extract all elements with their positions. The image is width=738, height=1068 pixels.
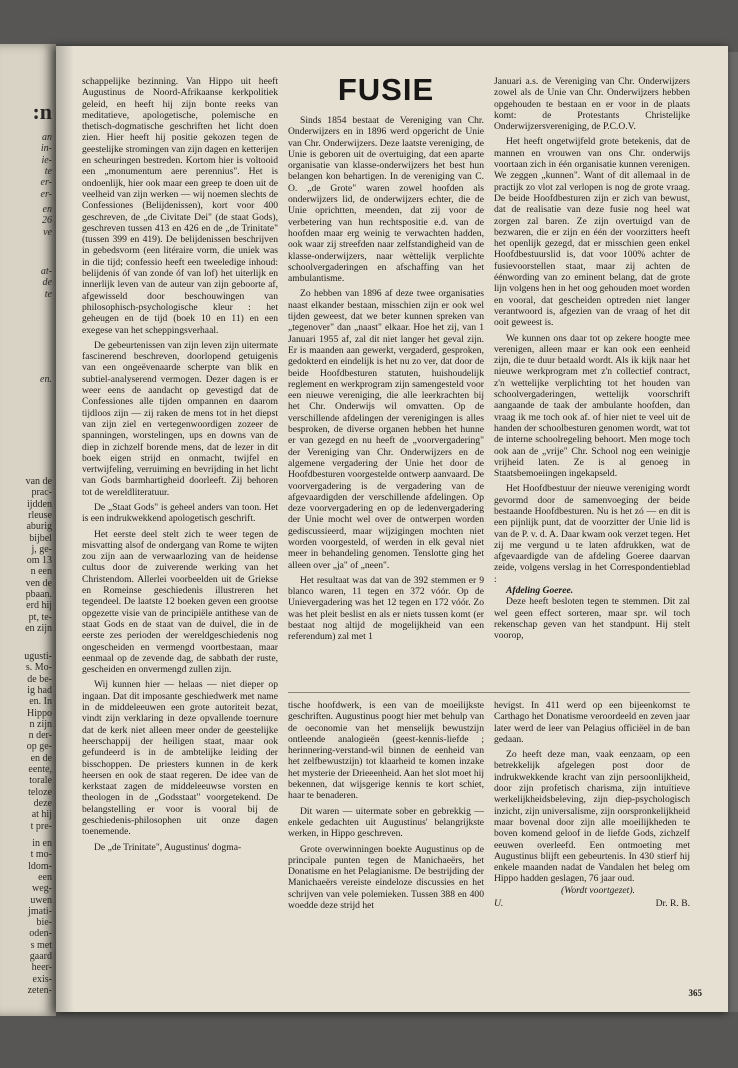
- column-middle-augustinus: [288, 700, 484, 1000]
- paragraph: We kunnen ons daar tot op zekere hoogte mee verenigen, alleen maar er kan ook een eenheid zijn, die te duur betaald wordt. Als ik kijk naar het nieuwe werkprogram met z'n collectief contract, z'n wettelijke verplichting tot het houden van schoolvergaderingen, wettelijk voorschrift aangaande de taak der ambulante hoofden, dan vraag ik me toch ook af. of hier niet te veel uit de handen der schoolbesturen genomen wordt, wat tot de interne schoolregeling behoort. Men moge toch ook aan de „vrije" Chr. School nog een weinigje vrijheid laten. Ze is al genoeg in Staatsbemoeiingen ingekapseld.: [494, 332, 690, 480]
- margin-fragment: n zijn: [29, 718, 52, 730]
- margin-fragment: te: [44, 165, 52, 177]
- fusie-subhead-text: Deze heeft besloten tegen te stemmen. Dit zal wel geen effect sorteren, maar spr. wil toch rekenschap geven van het standpunt. Hij stelt voorop,: [494, 596, 690, 642]
- margin-fragment: ldom-: [28, 860, 52, 872]
- margin-fragment: pt, te-: [28, 611, 52, 623]
- margin-fragment: Hippo: [27, 707, 52, 719]
- margin-fragment: de: [42, 277, 52, 289]
- margin-fragment: jmati-: [28, 905, 52, 917]
- margin-fragment: zeten-: [27, 984, 52, 996]
- margin-fragment: en. In: [29, 696, 52, 708]
- margin-fragment: er-: [40, 188, 52, 200]
- margin-fragment: gaard: [29, 951, 52, 962]
- margin-fragment: een: [38, 871, 52, 883]
- margin-fragment: ven de: [25, 577, 52, 589]
- margin-fragment: en de: [30, 752, 52, 764]
- section-divider: [288, 692, 690, 693]
- paragraph: Het heeft ongetwijfeld grote betekenis, dat de mannen en vrouwen van ons Chr. onderwijs voortaan zich in één organisatie kunnen verenigen. We zeggen „kunnen". Want of dit allemaal in de practijk zo vlot zal verlopen is nog de grote vraag. De beide Hoofdbesturen zijn er zich van bewust, dat de realisatie van deze fusie nog heel wat zorgen zal baren. Ze zijn overtuigd van de bezwaren, die er zijn en één der voorzitters heeft het openlijk gezegd, dat er misschien geen enkel Hoofdbestuurslid is, dat voor 100% achter de fusievoorstellen staat, maar zij achten de éénwording van zo eminent belang, dat de grote lijn volgens hen in het oog gehouden moet worden en vooral, dat gescheiden optreden niet langer verantwoord is, afgezien van de vraag of het dit ooit geweest is.: [494, 136, 690, 329]
- margin-fragment: :n: [32, 99, 52, 124]
- article-title: FUSIE: [337, 74, 435, 107]
- page-gutter-shadow: [56, 46, 74, 1012]
- column-right-fusie: [494, 76, 690, 684]
- paragraph: Wij kunnen hier — helaas — niet dieper op ingaan. Dat dit imposante geschiedwerk met name in de middeleeuwen een grote autoriteit bezat, vindt zijn verklaring in deze opvallende toernure dat de kerk niet alleen meer onder de geestelijke heerschappij der heiligen staat, maar ook gefundeerd is in de ambtelijke leiding der bisschoppen. De priesters kunnen in de kerk heersen en ook de staat regeren. De idee van de kerkstaat zagen de middeleeuwse vorsten en theologen in de „Godsstaat" voorgetekend. De belangstelling er voor is vooral bij de geschiedenis-philosophen uit onze dagen toenemende.: [82, 679, 278, 838]
- augustinus-body-end: [494, 700, 690, 885]
- margin-fragment: heer-: [31, 962, 52, 974]
- margin-fragment: t pre-: [30, 820, 52, 832]
- margin-fragment: t mo-: [30, 849, 52, 861]
- margin-fragment: in en: [32, 838, 52, 849]
- paragraph: De „Staat Gods" is geheel anders van toon. Het is een indrukwekkend apologetisch geschrift.: [82, 501, 278, 525]
- column-middle-fusie: [288, 74, 484, 684]
- margin-fragment: er-: [40, 177, 52, 189]
- margin-fragment: bie-: [36, 917, 52, 929]
- scan-background-bottom: [0, 1012, 738, 1068]
- margin-fragment: j, ge-: [31, 543, 52, 555]
- margin-fragment: rleuse: [28, 509, 52, 521]
- margin-fragment: van de: [25, 476, 52, 487]
- paragraph: tische hoofdwerk, is een van de moeilijkste geschriften. Augustinus poogt hier met behulp van de oeconomie van het menselijk bewustzijn ontleende analogieën (geest-kennis-liefde ; herinnering-verstand-wil binnen de eenheid van het zelfbewustzijn) tot klaarheid te komen inzake het mysterie der Drieeenheid. Aan het slot moet hij bekennen, dat wijsgerige kennis te kort schiet, haar te benaderen.: [288, 700, 484, 802]
- margin-fragment: oden-: [29, 928, 52, 940]
- margin-fragment: erd hij: [26, 600, 52, 612]
- column-left: [82, 76, 278, 996]
- paragraph: hevigst. In 411 werd op een bijeenkomst te Carthago het Donatisme veroordeeld en zeven jaar later werd de leer van Pelagius officiëel in de ban gedaan.: [494, 700, 690, 745]
- paragraph: De gebeurtenissen van zijn leven zijn uitermate fascinerend beschreven, doorlopend getuigenis van een ongeëvenaarde scherpte van blik en subtiel-analyserend vermogen. Dezer dagen is er weer eens de aandacht op gevestigd dat de Confessiones alle tijden ompannen en daarom tijdloos zijn — zij raken de mens tot in het diepst van zijn ziel en vertegenwoordigen zozeer de spanningen, worstelingen, ups en downs van de diep in zichzelf borende mens, dat de lezer in dit boek eigen strijd en onmacht, twijfel en vertwijfeling, verruiming en bevrijding in het licht van Gods barmhartigheid doorleeft. Zij behoren tot de wereldliteratuur.: [82, 339, 278, 498]
- signature-left: U.: [494, 898, 504, 910]
- margin-fragment: an: [42, 132, 52, 143]
- margin-fragment: de be-: [27, 673, 52, 685]
- margin-fragment: ig had: [27, 684, 52, 696]
- margin-fragment: s met: [30, 939, 52, 951]
- paragraph: Het eerste deel stelt zich te weer tegen de misvatting alsof de ondergang van Rome te wijten zou zijn aan de verwaarlozing van de heidense cultus door de zuiverende werking van het Christendom. Allerlei voorbeelden uit de Griekse en Romeinse geschiedenis illustreren het tegendeel. De laatste 12 boeken geven een grootse opgezette visie van de principiële antithese van de staat Gods en de staat van de duivel, die in de eerste zes perioden der wereldgeschiedenis nog ongescheiden en vermengd voortbestaan, maar eenmaal op de zevende dag, de sabbath der ruste, gescheiden en onvermengd zullen zijn.: [82, 528, 278, 676]
- author-signature: Dr. R. B.: [655, 898, 690, 910]
- margin-fragment: deze: [33, 797, 52, 809]
- margin-fragment: ve: [43, 226, 52, 238]
- paragraph: schappelijke bezinning. Van Hippo uit heeft Augustinus de Noord-Afrikaanse kerkpolitiek geleid, en heeft hij zijn bonte reeks van meditatieve, apologetische, polemische en thetisch-dogmatische geschriften het licht doen zien. Hier heeft hij positie gekozen tegen de geestelijke stromingen van zijn dagen en ketterijen en scheuringen bestreden. Kortom hier is voltooid een „monumentum aere perennius". Het is ondoenlijk, hier ook maar een greep te doen uit de veelheid van zijn werken — wij noemen slechts de Confessiones (Belijdenissen), kort voor 400 geschreven, de „de Civitate Dei" (de staat Gods), geschreven tussen 413 en 426 en de „de Trinitate" (tussen 399 en 419). De belijdenissen beschrijven in gebedsvorm (een litéraire vorm, die uniek was in die tijd; confessio heeft een tweeledige inhoud: belijdenis óf van zonde óf van lof) het uiterlijk en innerlijk leven van de auteur van zijn geboorte af, afgewisseld door beschouwingen van philosophisch-psychologische kleur : het geheugen en de tijd (boek 10 en 11) en een exegese van het scheppingsverhaal.: [82, 76, 278, 336]
- margin-fragment: bijbel: [29, 532, 52, 544]
- paragraph: De „de Trinitate", Augustinus' dogma-: [94, 841, 242, 853]
- margin-fragment: torale: [29, 775, 52, 787]
- margin-fragment: te: [44, 288, 52, 300]
- paragraph: Het Hoofdbestuur der nieuwe vereniging wordt gevormd door de samenvoeging der beide bestaande Hoofdbesturen. Nu is het zó — en dit is een pijnlijk punt, dat de voorzitter der Unie lid is van de P. v. d. A. Daar kwam ook verzet tegen. Het zij me vergund u te laten afdrukken, wat de afgevaardigde van de afdeling Goeree daarvan zeide, volgens verslag in het Correspondentieblad :: [494, 483, 690, 585]
- margin-fragment: uwen: [30, 894, 52, 906]
- margin-fragment: op ge-: [26, 741, 52, 753]
- fusie-body: [288, 115, 484, 643]
- margin-fragment: ie-: [41, 154, 52, 166]
- margin-fragment: ugusti-: [24, 651, 52, 662]
- margin-fragment: at hij: [31, 809, 52, 821]
- paragraph: Dit waren — uitermate sober en gebrekkig — enkele gedachten uit Augustinus' belangrijkste werken, in Hippo geschreven.: [288, 805, 484, 840]
- margin-fragment: s. Mo-: [25, 662, 52, 674]
- margin-fragment: at-: [40, 266, 52, 277]
- margin-fragment: n der-: [28, 730, 52, 742]
- column-right-augustinus: [494, 700, 690, 990]
- margin-fragment: ijdden: [27, 498, 52, 510]
- paragraph: Zo heeft deze man, vaak eenzaam, op een betrekkelijk afgelegen post door de indrukwekkende kracht van zijn persoonlijkheid, door zijn profetisch charisma, zijn intuïtieve werkelijkheidsbeleving, zijn diep-psychologisch inzicht, zijn universalisme, zijn oorspronkelijkheid maar bovenal door zijn alle moeilijkheden te boven komend geloof in de liefde Gods, zichzelf eeuwen overleefd. Een ontmoeting met Augustinus blijft een gebeurtenis. In 430 stierf hij enkele maanden nadat de Vandalen het beleg om Hippo hadden geslagen, 76 jaar oud.: [494, 749, 690, 885]
- paragraph: Zo hebben van 1896 af deze twee organisaties naast elkander bestaan, misschien zijn er ook wel tijden geweest, dat we beter kunnen spreken van „tegenover" dan „naast" elkaar. Hoe het zij, van 1 Januari 1955 af, zal dit niet langer het geval zijn. Er is maanden aan gewerkt, vergaderd, gesproken, gedokterd en eindelijk is het nu zo ver, dat door de beide Hoofdbesturen statuten, huishoudelijk reglement en werkprogram zijn samengesteld voor een nieuwe vereniging, die alle leerkrachten bij het Chr. Onderwijs wil omvatten. Op de verschillende afdelingen der verenigingen is alles besproken, de diverse organen hebben het hunne er van gezegd en nu heeft de „voorvergadering" der Vereniging van Chr. Onderwijzers en de algemene vergadering der Unie het door de Hoofdbesturen voorgestelde ontwerp aanvaard. De voorvergadering is de vergadering van de afgevaardigden der verschillende afdelingen. Op deze voorvergadering en op de ledenvergadering der Unie mocht wel over de ontwerpen worden gediscussieerd, maar wijzigingen mochten niet worden voorgesteld, of werden in elk geval niet meer in behandeling genomen. Tenslotte ging het alleen over „ja" of „neen".: [288, 288, 484, 571]
- margin-fragment: om 13: [26, 555, 52, 567]
- margin-fragment: exis-: [32, 973, 52, 985]
- signature-line: [494, 898, 690, 909]
- fusie-body-continued: [494, 76, 690, 585]
- paragraph: Sinds 1854 bestaat de Vereniging van Chr. Onderwijzers en in 1896 werd opgericht de Unie van Chr. Onderwijzers. Deze laatste vereniging, de Unie is geboren uit de overtuiging, dat een aparte organisatie van klasse-onderwijzers het best hun belangen kon behartigen. In de vereniging van C. O. „de Grote" waren zowel hoofden als onderwijzers lid, de onderwijzers echter, die de Unie oprichtten, meenden, dat zij voor de verbetering van hun rechtspositie e.d. van de hoofden maar erg weinig te verwachten hadden, ook waar zij streefden naar zelfstandigheid van de klasse-onderwijzers, naar wèttelijk verplichte schoolvergaderingen en afschaffing van het ambulantisme.: [288, 115, 484, 285]
- margin-fragment: en: [42, 204, 52, 215]
- paragraph: Januari a.s. de Vereniging van Chr. Onderwijzers zowel als de Unie van Chr. Onderwijzers hebben opgehouden te bestaan en er voor in de plaats komt: de Protestants Christelijke Onderwijzersvereniging, de P.C.O.V.: [494, 76, 690, 133]
- margin-fragment: teloze: [28, 786, 52, 798]
- margin-fragment: 26: [42, 215, 52, 227]
- scan-background-top: [0, 0, 738, 52]
- page-number: 365: [688, 988, 702, 998]
- paragraph: Het resultaat was dat van de 392 stemmen er 9 blanco waren, 11 tegen en 372 vóór. Op de Unievergadering was het 12 tegen en 172 vóór. Zo was het pleit beslist en als er niets tussen komt (er bestaat nog altijd de mogelijkheid van een referendum) zal met 1: [288, 574, 484, 643]
- margin-fragment: weg-: [32, 883, 52, 895]
- magazine-page: [56, 46, 728, 1012]
- fusie-subhead: Afdeling Goeree.: [506, 585, 574, 597]
- margin-fragment: en.: [40, 374, 52, 385]
- margin-fragment: aburig: [26, 521, 52, 533]
- margin-fragment: n een: [30, 566, 52, 578]
- paragraph: Grote overwinningen boekte Augustinus op de principale punten tegen de Manichaeërs, het Donatisme en het Pelagianisme. De bestrijding der Manichaeërs vereiste eindeloze discussies en het schrijven van vele polemieken. Tussen 388 en 400 woedde deze strijd het: [288, 843, 484, 912]
- continuation-note: (Wordt voortgezet).: [561, 884, 635, 896]
- margin-fragment: pbaan.: [25, 589, 52, 600]
- margin-fragment: eente,: [28, 764, 52, 775]
- margin-fragment: en zijn: [25, 622, 52, 634]
- left-page-edge: [0, 44, 56, 1016]
- margin-fragment: in-: [40, 143, 52, 155]
- margin-fragment: prac-: [31, 487, 52, 499]
